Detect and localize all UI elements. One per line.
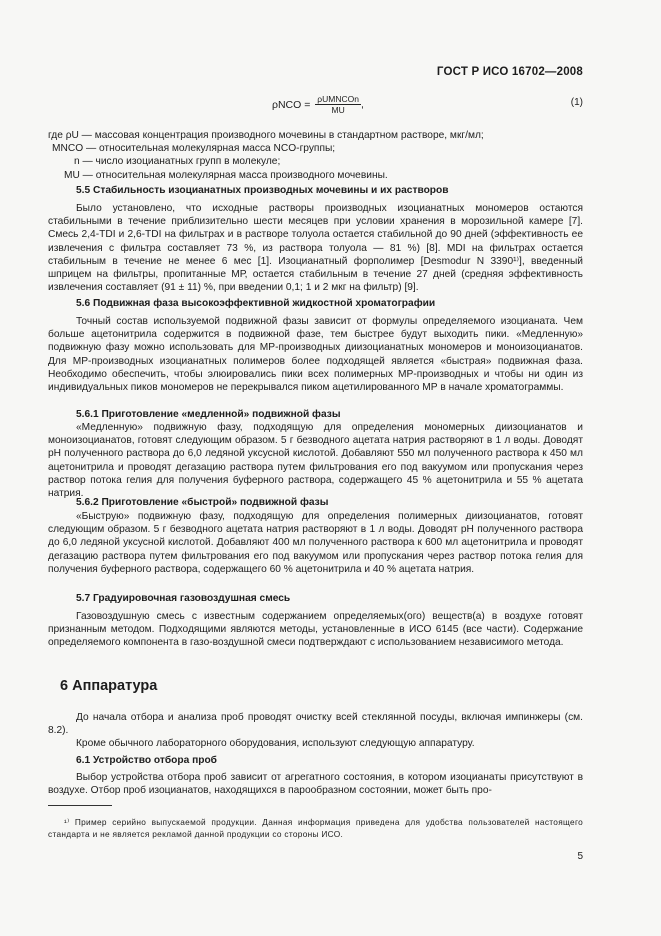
section-heading: 5.5 Стабильность изоцианатных производных мочевины и их растворов: [76, 185, 449, 196]
equation-number: (1): [570, 97, 583, 108]
formula-numerator: ρUMNCOn: [317, 94, 359, 104]
section-text: [48, 610, 583, 650]
section-heading: 5.6.2 Приготовление «быстрой» подвижной фазы: [76, 497, 329, 508]
section-heading: 5.7 Градуировочная газовоздушная смесь: [76, 593, 291, 604]
page-number: 5: [577, 851, 583, 862]
section-text: [48, 510, 583, 576]
section-text: [48, 711, 583, 751]
paragraph: Выбор устройства отбора проб зависит от агрегатного состояния, в котором изоцианаты присутствуют в воздухе. Отбор проб изоцианатов, находящихся в парообразном состоянии, может быть про-: [48, 772, 583, 797]
paragraph: Газовоздушную смесь с известным содержанием определяемых(ого) веществ(а) в воздухе готовят признанным методом. Подходящими являются методы, установленные в ИСО 6145 (все части). Содержание определяемого компонента в газо-воздушной смеси подтверждают с использованием независимого метода.: [48, 611, 583, 649]
formula-lhs: ρNCO =: [272, 98, 311, 111]
where-list: [48, 129, 484, 182]
paragraph: Точный состав используемой подвижной фазы зависит от формулы определяемого изоцианата. Чем больше ацетонитрила содержится в подвижной фазе, тем быстрее будут выходить пики. «Медленную» подвижную фазу можно использовать для МР-производных диизоцианатных мономеров и моноизоцианатов. Для МР-производных изоцианатных полимеров более подходящей является «быстрая» подвижная фаза. Необходимо обеспечить, чтобы элюировались пики всех полимерных МР-производных и чтобы ни один из индивидуальных пиков мономеров не перекрывался пиком ацетилированного МР в начале хроматограммы.: [48, 316, 583, 394]
formula-denominator: MU: [331, 105, 345, 115]
paragraph: «Быструю» подвижную фазу, подходящую для определения полимерных диизоцианатов, готовят следующим образом. 5 г безводного ацетата натрия растворяют в 1 л воды. Доводят pH полученного раствора до 6,0 ледяной уксусной кислотой. Добавляют 400 мл полученного раствора к 600 мл ацетонитрила и проводят дегазацию раствора путем фильтрования его под вакуумом или пропускания через раствор потока гелия для получения буферного раствора, содержащего 60 % ацетонитрила и 40 % ацетата натрия.: [48, 511, 583, 575]
where-row: где ρU — массовая концентрация производного мочевины в стандартном растворе, мкг/мл;: [48, 130, 484, 141]
where-row: MU — относительная молекулярная масса производного мочевины.: [64, 169, 388, 181]
section-text: [48, 202, 583, 294]
page-header: ГОСТ Р ИСО 16702—2008: [436, 66, 583, 78]
formula-trail: ,: [360, 98, 364, 111]
paragraph: До начала отбора и анализа проб проводят очистку всей стеклянной посуды, включая импинжеры (см. 8.2).: [48, 712, 583, 737]
section-text: [48, 421, 583, 500]
section-heading: 6.1 Устройство отбора проб: [76, 755, 217, 766]
paragraph: «Медленную» подвижную фазу, подходящую для определения мономерных диизоцианатов и моноизоцианатов, готовят следующим образом. 5 г безводного ацетата натрия растворяют в 1 л воды. Доводят pH полученного раствора до 6,0 ледяной уксусной кислотой. Добавляют 550 мл полученного раствора к 450 мл ацетонитрила и проводят дегазацию раствора путем фильтрования его под вакуумом или пропускания через раствор потока гелия для получения буферного раствора, содержащего 45 % ацетонитрила и 55 % ацетата натрия.: [48, 422, 583, 500]
formula-1: [272, 94, 364, 115]
where-row: MNCO — относительная молекулярная масса NCO-группы;: [52, 143, 336, 155]
where-row: n — число изоцианатных групп в молекуле;: [74, 156, 281, 168]
footnote-divider: [48, 805, 112, 806]
section-text: [48, 315, 583, 394]
formula-fraction: [315, 94, 361, 115]
section-heading: 5.6 Подвижная фаза высокоэффективной жидкостной хроматографии: [76, 298, 436, 309]
section-text: [48, 771, 583, 797]
footnote: ¹⁾ Пример серийно выпускаемой продукции. Данная информация приведена для удобства пользователей настоящего стандарта и не является рекламой данной продукции со стороны ИСО.: [48, 817, 583, 839]
section-heading: 5.6.1 Приготовление «медленной» подвижной фазы: [76, 409, 341, 420]
paragraph: Кроме обычного лабораторного оборудования, используют следующую аппаратуру.: [76, 738, 475, 750]
paragraph: Было установлено, что исходные растворы производных изоцианатных мономеров остаются стабильными в течение приблизительно шести месяцев при условии хранения в морозильной камере [7]. Смесь 2,4-TDI и 2,6-TDI на фильтрах и в растворе толуола остается стабильной до 90 дней (эффективность ее извлечения с фильтра составляет 73 %, из раствора толуола — 81 %) [8]. MDI на фильтрах остается стабильным в течение не менее 6 мес [1]. Изоцианатный форполимер [Desmodur N 3390¹⁾], введенный шприцем на фильтры, пропитанные МР, остается стабильным в течение 27 дней (средняя эффективность извлечения составляет (91 ± 11) %, при введении 0,1; 1 и 2 мкг на фильтр) [9].: [48, 203, 583, 294]
chapter-heading: 6 Аппаратура: [60, 678, 158, 694]
